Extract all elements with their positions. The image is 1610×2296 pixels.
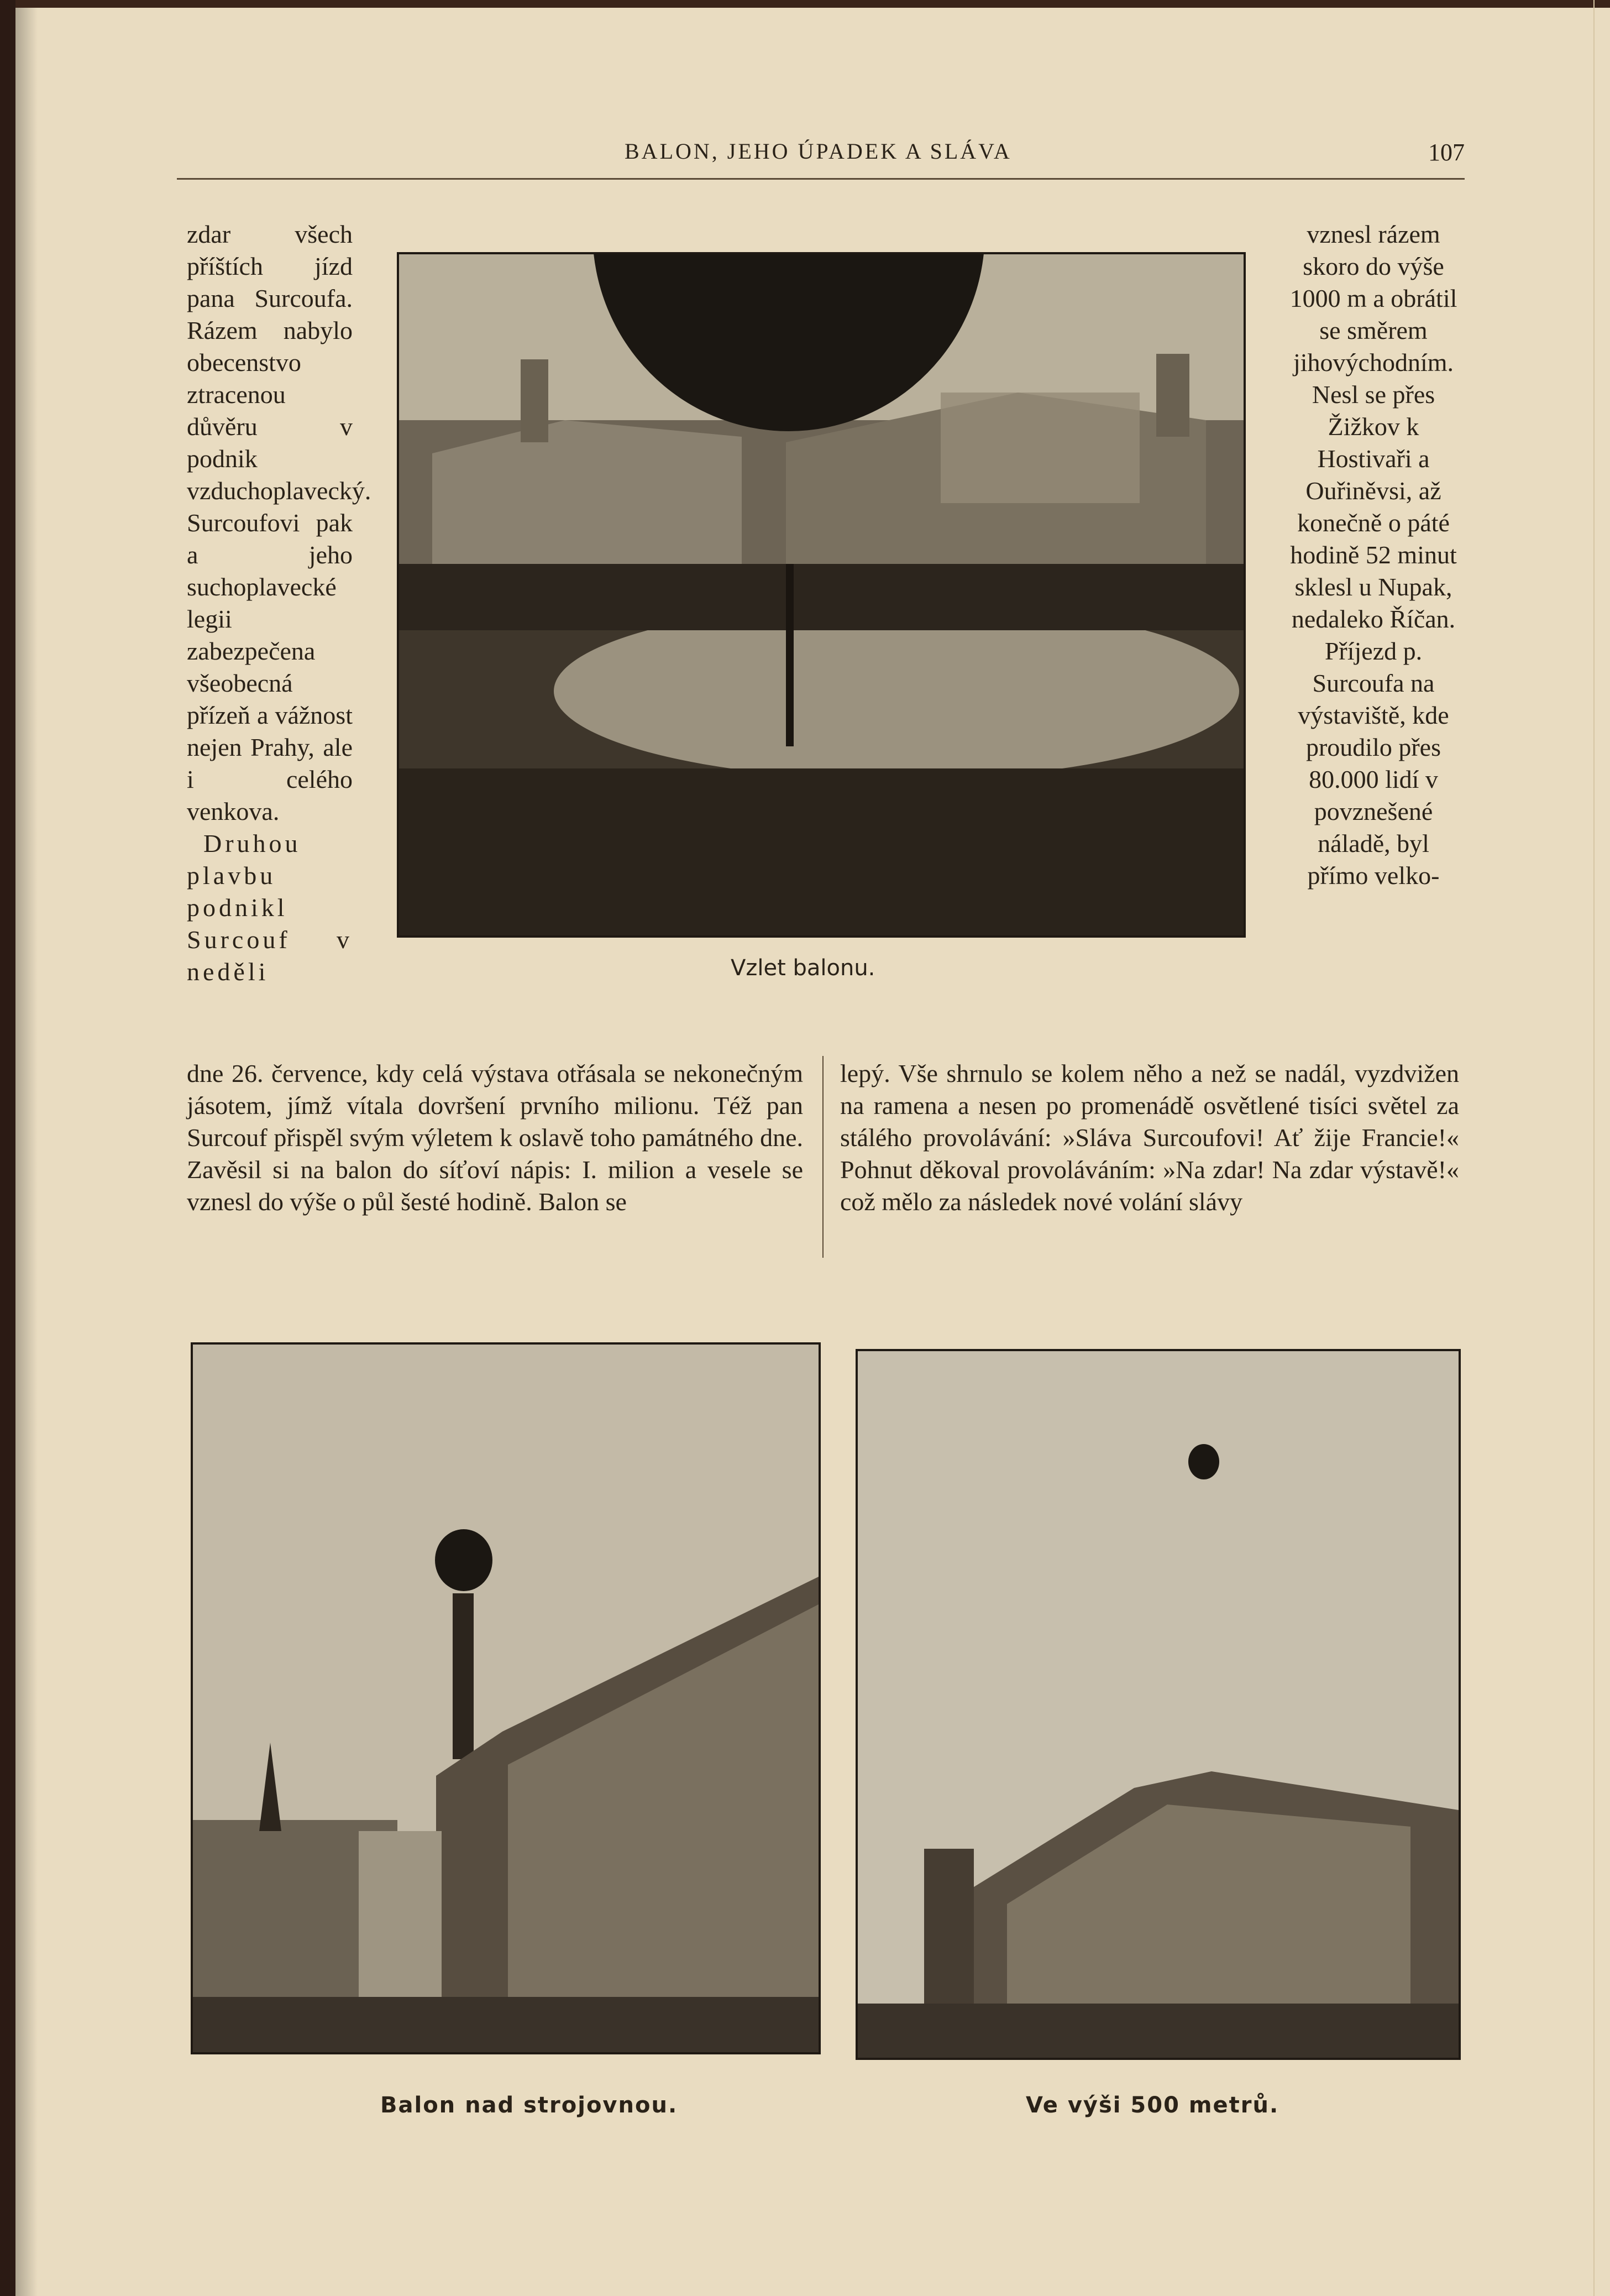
photo-balloon-over-machine-hall [191, 1342, 821, 2054]
right-text-column [1288, 218, 1459, 892]
page-top-edge [0, 0, 1610, 8]
balloon-launch-illustration [399, 254, 1244, 935]
caption-balloon-launch: Vzlet balonu. [731, 955, 875, 981]
right-paragraph-2: Příjezd p. Surcoufa na výstaviště, kde proudilo přes 80.000 lidí v povznešené náladě, byl přímo velko- [1298, 637, 1449, 890]
page-left-edge [0, 0, 15, 2296]
machine-hall-illustration [193, 1345, 819, 2052]
page-number: 107 [1428, 139, 1465, 166]
page-header [177, 138, 1465, 177]
left-paragraph-2: Druhou plavbu podnikl Surcouf v neděli [187, 829, 353, 986]
balloon-500m-illustration [858, 1351, 1459, 2058]
left-text-column [187, 218, 371, 988]
photo-balloon-launch [397, 252, 1246, 938]
caption-balloon-500m: Ve výši 500 metrů. [1026, 2093, 1279, 2118]
right-paragraph-1: vznesl rázem skoro do výše 1000 m a obrátil se směrem jihovýchodním. Nesl se přes Žižkov k Hostivaři a Ouřiněvsi, až konečně o páté hodině 52 minut sklesl u Nupak, nedaleko Říčan. [1289, 220, 1457, 633]
spine-shadow [15, 8, 38, 2296]
left-paragraph-1: zdar všech příštích jízd pana Surcoufa. Rázem nabylo obecenstvo ztracenou důvěru v podnik vzduchoplavecký. Surcoufovi pak a jeho suchoplavecké legii zabezpečena všeobecná přízeň a vážnost nejen Prahy, ale i celého venkova. [187, 220, 371, 825]
header-rule [177, 178, 1465, 180]
column-divider [822, 1056, 824, 1258]
running-head: BALON, JEHO ÚPADEK A SLÁVA [625, 139, 1012, 164]
photo-balloon-500m [856, 1349, 1461, 2060]
page-right-margin-line [1593, 0, 1595, 2296]
bottom-right-text: lepý. Vše shrnulo se kolem něho a než se nadál, vyzdvižen na ramena a nesen po promenádě osvětlené tisíci světel za stálého provolávání: »Sláva Surcoufovi! Ať žije Francie!« Pohnut děkoval provoláváním: »Na zdar! Na zdar výstavě!« což mělo za následek nové volání slávy [840, 1059, 1459, 1216]
bottom-left-text: dne 26. července, kdy celá výstava otřásala se nekonečným jásotem, jímž vítala dovršení prvního milionu. Též pan Surcouf přispěl svým výletem k oslavě toho památného dne. Zavěsil si na balon do síťoví nápis: I. milion a vesele se vznesl do výše o půl šesté hodině. Balon se [187, 1059, 803, 1216]
caption-balloon-over-machine-hall: Balon nad strojovnou. [380, 2093, 678, 2118]
